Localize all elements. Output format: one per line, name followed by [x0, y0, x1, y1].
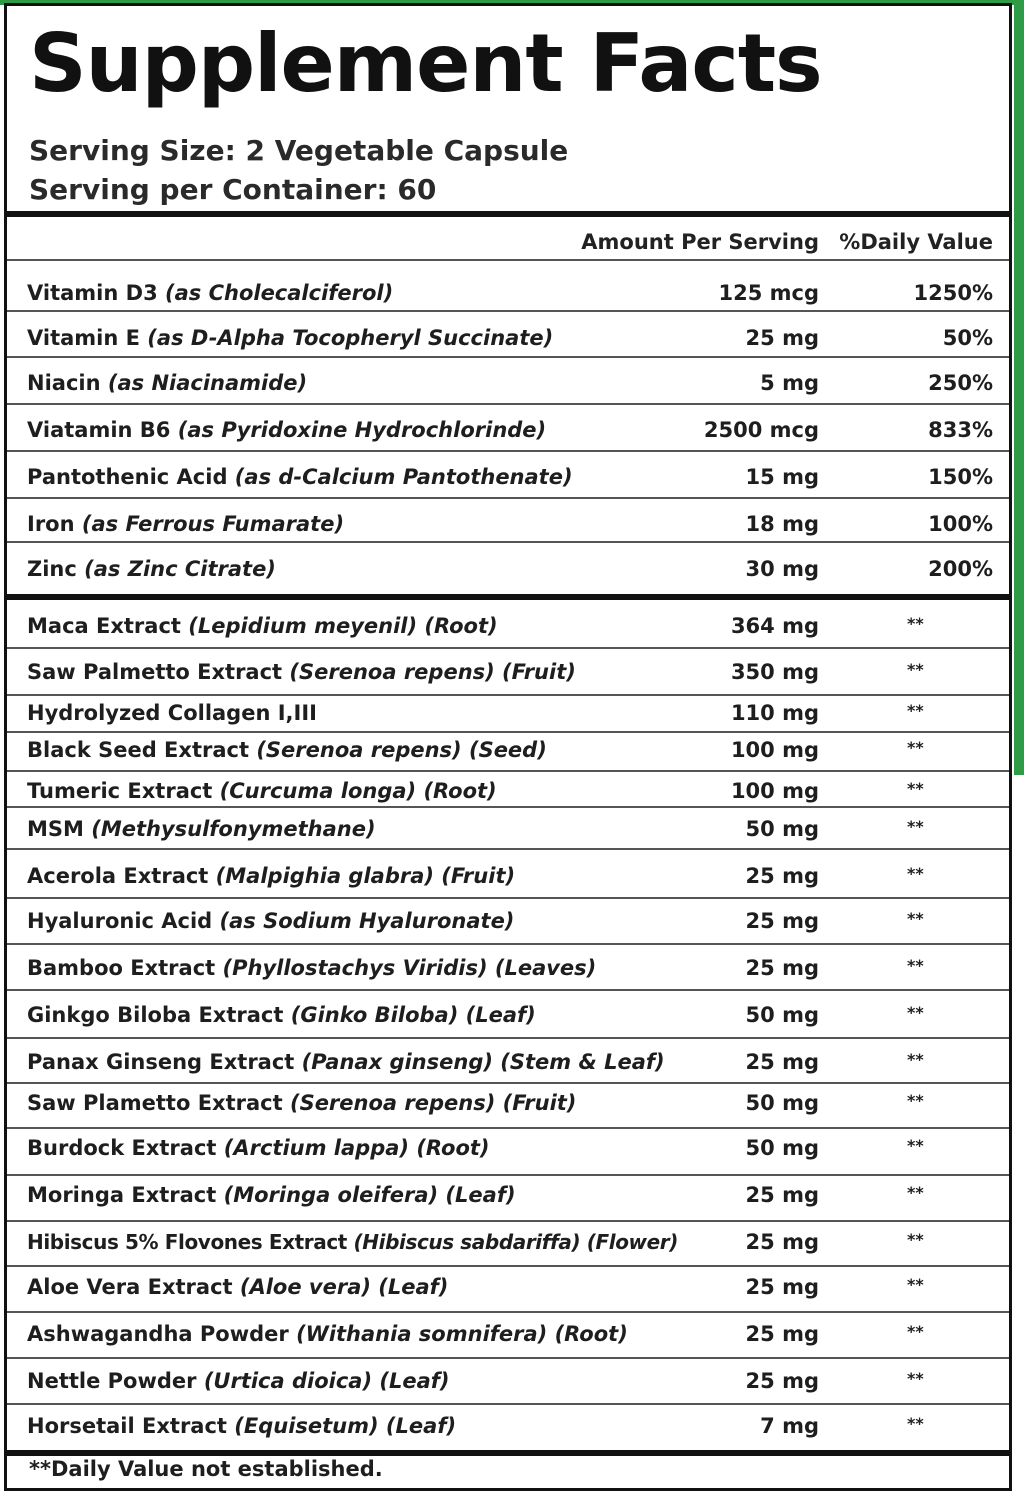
daily-value: ** — [907, 1050, 924, 1069]
amount-per-serving: 25 mg — [745, 1322, 819, 1346]
divider — [7, 1037, 1009, 1039]
nutrient-source: (Withania somnifera) (Root) — [296, 1322, 628, 1346]
divider — [7, 497, 1009, 499]
nutrient-source: (as Pyridoxine Hydrochlorinde) — [177, 418, 547, 442]
column-header-amount: Amount Per Serving — [581, 230, 819, 254]
daily-value: ** — [907, 1275, 924, 1294]
amount-per-serving: 30 mg — [745, 557, 819, 581]
nutrient-label: Zinc — [27, 557, 77, 581]
serving-size: Serving Size: 2 Vegetable Capsule — [29, 134, 569, 167]
divider — [7, 310, 1009, 312]
nutrient-name — [27, 1050, 665, 1074]
nutrient-source: (Equisetum) (Leaf) — [234, 1414, 457, 1438]
nutrient-name — [27, 1414, 456, 1438]
divider — [7, 770, 1009, 772]
amount-per-serving: 125 mcg — [718, 281, 819, 305]
nutrient-name — [27, 1230, 678, 1254]
nutrient-name — [27, 660, 576, 684]
divider-thick — [7, 211, 1009, 217]
daily-value: ** — [907, 956, 924, 975]
divider — [7, 647, 1009, 649]
daily-value: ** — [907, 1369, 924, 1388]
amount-per-serving: 25 mg — [745, 909, 819, 933]
amount-per-serving: 25 mg — [745, 1275, 819, 1299]
divider — [7, 356, 1009, 358]
nutrient-name — [27, 465, 573, 489]
nutrient-source: (Lepidium meyenil) (Root) — [188, 614, 498, 638]
nutrient-label: Hibiscus 5% Flovones Extract — [27, 1230, 347, 1254]
nutrient-source: (Panax ginseng) (Stem & Leaf) — [301, 1050, 665, 1074]
amount-per-serving: 25 mg — [745, 956, 819, 980]
nutrient-name — [27, 701, 317, 725]
daily-value: ** — [907, 1183, 924, 1202]
nutrient-source: (Curcuma longa) (Root) — [219, 779, 497, 803]
amount-per-serving: 7 mg — [760, 1414, 819, 1438]
daily-value: 150% — [928, 465, 993, 489]
divider — [7, 806, 1009, 808]
nutrient-label: Ginkgo Biloba Extract — [27, 1003, 284, 1027]
nutrient-name — [27, 738, 547, 762]
divider — [7, 694, 1009, 696]
daily-value: ** — [907, 817, 924, 836]
nutrient-label: Acerola Extract — [27, 864, 209, 888]
nutrient-label: Maca Extract — [27, 614, 181, 638]
nutrient-label: Panax Ginseng Extract — [27, 1050, 295, 1074]
divider — [7, 541, 1009, 543]
nutrient-label: Tumeric Extract — [27, 779, 213, 803]
nutrient-name — [27, 956, 596, 980]
nutrient-source: (as D-Alpha Tocopheryl Succinate) — [147, 326, 554, 350]
daily-value: ** — [907, 864, 924, 883]
daily-value: ** — [907, 779, 924, 798]
amount-per-serving: 50 mg — [745, 817, 819, 841]
nutrient-source: (as Zinc Citrate) — [84, 557, 276, 581]
nutrient-name — [27, 371, 307, 395]
divider — [7, 848, 1009, 850]
green-right-edge — [1014, 0, 1024, 775]
nutrient-name — [27, 1091, 576, 1115]
divider — [7, 1082, 1009, 1084]
daily-value: ** — [907, 701, 924, 720]
amount-per-serving: 25 mg — [745, 326, 819, 350]
nutrient-source: (as Ferrous Fumarate) — [81, 512, 345, 536]
daily-value: 1250% — [913, 281, 993, 305]
column-header-daily-value: %Daily Value — [839, 230, 993, 254]
amount-per-serving: 100 mg — [730, 738, 819, 762]
divider — [7, 403, 1009, 405]
divider — [7, 943, 1009, 945]
nutrient-label: Niacin — [27, 371, 101, 395]
footnote: **Daily Value not established. — [29, 1457, 383, 1481]
nutrient-label: Viatamin B6 — [27, 418, 171, 442]
nutrient-source: (as Sodium Hyaluronate) — [219, 909, 515, 933]
nutrient-name — [27, 1275, 448, 1299]
amount-per-serving: 364 mg — [730, 614, 819, 638]
daily-value: ** — [907, 1003, 924, 1022]
amount-per-serving: 25 mg — [745, 1183, 819, 1207]
daily-value: ** — [907, 738, 924, 757]
daily-value: ** — [907, 1091, 924, 1110]
divider — [7, 1357, 1009, 1359]
nutrient-name — [27, 779, 497, 803]
nutrient-label: Aloe Vera Extract — [27, 1275, 233, 1299]
amount-per-serving: 2500 mcg — [703, 418, 819, 442]
amount-per-serving: 15 mg — [745, 465, 819, 489]
nutrient-source: (Moringa oleifera) (Leaf) — [223, 1183, 516, 1207]
divider — [7, 1174, 1009, 1176]
divider — [7, 1220, 1009, 1222]
nutrient-label: Saw Palmetto Extract — [27, 660, 283, 684]
nutrient-label: Moringa Extract — [27, 1183, 217, 1207]
divider — [7, 450, 1009, 452]
divider — [7, 1311, 1009, 1313]
nutrient-label: Vitamin E — [27, 326, 140, 350]
nutrient-label: Bamboo Extract — [27, 956, 216, 980]
nutrient-source: (Aloe vera) (Leaf) — [239, 1275, 449, 1299]
nutrient-name — [27, 1136, 490, 1160]
supplement-facts-panel — [4, 3, 1012, 1491]
nutrient-name — [27, 1369, 450, 1393]
nutrient-source: (Phyllostachys Viridis) (Leaves) — [222, 956, 597, 980]
amount-per-serving: 350 mg — [730, 660, 819, 684]
nutrient-name — [27, 1003, 536, 1027]
daily-value: ** — [907, 1230, 924, 1249]
nutrient-name — [27, 512, 344, 536]
amount-per-serving: 110 mg — [730, 701, 819, 725]
nutrient-name — [27, 817, 376, 841]
nutrient-name — [27, 281, 393, 305]
nutrient-source: (Hibiscus sabdariffa) (Flower) — [353, 1230, 678, 1254]
divider-thick — [7, 1450, 1009, 1456]
divider — [7, 259, 1009, 261]
daily-value: ** — [907, 660, 924, 679]
amount-per-serving: 25 mg — [745, 1369, 819, 1393]
nutrient-source: (Malpighia glabra) (Fruit) — [215, 864, 516, 888]
daily-value: ** — [907, 1136, 924, 1155]
nutrient-name — [27, 614, 498, 638]
amount-per-serving: 50 mg — [745, 1091, 819, 1115]
nutrient-name — [27, 909, 514, 933]
amount-per-serving: 25 mg — [745, 1050, 819, 1074]
daily-value: ** — [907, 614, 924, 633]
divider-thick — [7, 594, 1009, 600]
daily-value: 833% — [928, 418, 993, 442]
divider — [7, 989, 1009, 991]
nutrient-label: Saw Plametto Extract — [27, 1091, 283, 1115]
nutrient-label: Black Seed Extract — [27, 738, 249, 762]
amount-per-serving: 100 mg — [730, 779, 819, 803]
nutrient-source: (Urtica dioica) (Leaf) — [203, 1369, 450, 1393]
amount-per-serving: 25 mg — [745, 1230, 819, 1254]
nutrient-source: (as Niacinamide) — [107, 371, 308, 395]
nutrient-label: Ashwagandha Powder — [27, 1322, 289, 1346]
nutrient-label: Pantothenic Acid — [27, 465, 228, 489]
nutrient-label: Vitamin D3 — [27, 281, 158, 305]
nutrient-label: Nettle Powder — [27, 1369, 197, 1393]
nutrient-source: (Serenoa repens) (Seed) — [256, 738, 547, 762]
daily-value: 50% — [942, 326, 993, 350]
nutrient-name — [27, 1183, 516, 1207]
panel-title: Supplement Facts — [29, 17, 822, 110]
daily-value: 250% — [928, 371, 993, 395]
nutrient-name — [27, 1322, 628, 1346]
servings-per-container: Serving per Container: 60 — [29, 173, 437, 206]
divider — [7, 1127, 1009, 1129]
daily-value: ** — [907, 909, 924, 928]
nutrient-source: (Arctium lappa) (Root) — [223, 1136, 490, 1160]
divider — [7, 1403, 1009, 1405]
daily-value: ** — [907, 1322, 924, 1341]
daily-value: 100% — [928, 512, 993, 536]
divider — [7, 897, 1009, 899]
nutrient-label: Horsetail Extract — [27, 1414, 227, 1438]
divider — [7, 731, 1009, 733]
daily-value: ** — [907, 1414, 924, 1433]
nutrient-name — [27, 326, 553, 350]
nutrient-label: Hydrolyzed Collagen I,III — [27, 701, 317, 725]
nutrient-name — [27, 557, 276, 581]
nutrient-source: (Serenoa repens) (Fruit) — [289, 660, 576, 684]
amount-per-serving: 50 mg — [745, 1003, 819, 1027]
nutrient-name — [27, 864, 515, 888]
amount-per-serving: 25 mg — [745, 864, 819, 888]
amount-per-serving: 18 mg — [745, 512, 819, 536]
nutrient-source: (Serenoa repens) (Fruit) — [289, 1091, 577, 1115]
nutrient-label: MSM — [27, 817, 84, 841]
amount-per-serving: 5 mg — [760, 371, 819, 395]
nutrient-source: (as Cholecalciferol) — [165, 281, 394, 305]
nutrient-label: Hyaluronic Acid — [27, 909, 213, 933]
nutrient-source: (as d-Calcium Pantothenate) — [234, 465, 573, 489]
amount-per-serving: 50 mg — [745, 1136, 819, 1160]
nutrient-source: (Methysulfonymethane) — [91, 817, 376, 841]
nutrient-label: Burdock Extract — [27, 1136, 217, 1160]
nutrient-label: Iron — [27, 512, 75, 536]
daily-value: 200% — [928, 557, 993, 581]
nutrient-source: (Ginko Biloba) (Leaf) — [290, 1003, 536, 1027]
divider — [7, 1265, 1009, 1267]
nutrient-name — [27, 418, 546, 442]
